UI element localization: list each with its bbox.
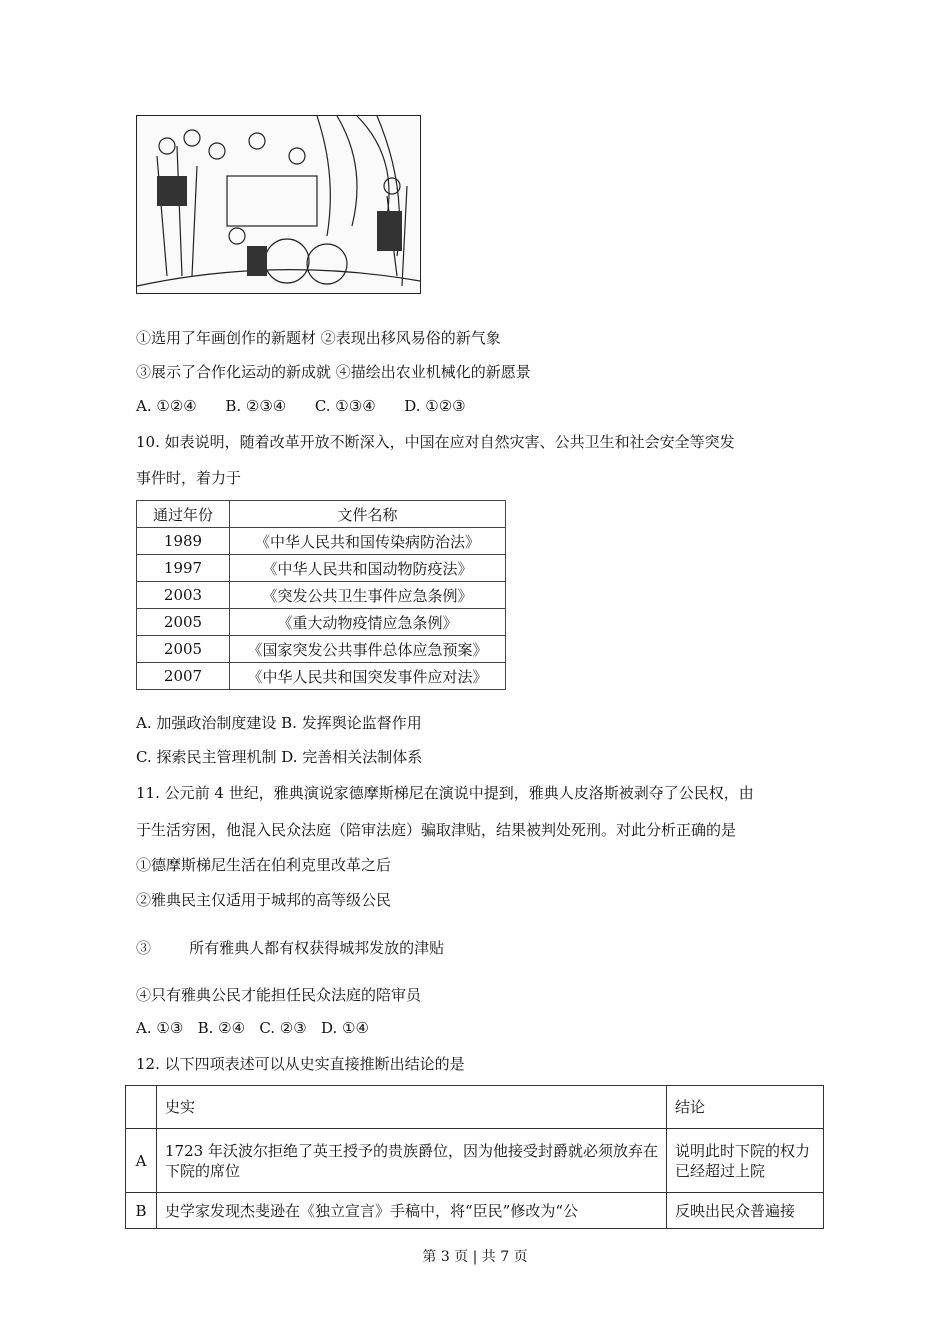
header-label	[126, 1086, 157, 1129]
table-row	[126, 1129, 824, 1193]
table-row	[137, 636, 506, 663]
year-cell: 2003	[137, 582, 230, 609]
q10-laws-table	[136, 500, 506, 690]
q11-stem-line2: 于生活穷困，他混入民众法庭（陪审法庭）骗取津贴，结果被判处死刑。对此分析正确的是	[136, 821, 737, 839]
q11-choices: A. ①③ B. ②④ C. ②③ D. ①④	[136, 1019, 369, 1037]
woodcut-illustration	[137, 116, 420, 293]
q9-option-3-4: ③展示了合作化运动的新成就 ④描绘出农业机械化的新愿景	[136, 363, 531, 381]
table-row	[126, 1193, 824, 1229]
table-header-row	[137, 501, 506, 528]
document-cell: 《中华人民共和国突发事件应对法》	[230, 663, 506, 690]
year-cell: 2005	[137, 609, 230, 636]
q11-option-4: ④只有雅典公民才能担任民众法庭的陪审员	[136, 986, 422, 1004]
table-row	[137, 582, 506, 609]
conclusion-cell: 反映出民众普遍接	[667, 1193, 824, 1229]
q9-choices: A. ①②④ B. ②③④ C. ①③④ D. ①②③	[136, 397, 466, 415]
fact-cell: 1723 年沃波尔拒绝了英王授予的贵族爵位，因为他接受封爵就必须放弃在下院的席位	[157, 1129, 667, 1193]
header-document: 文件名称	[230, 501, 506, 528]
option-label: B	[126, 1193, 157, 1229]
year-cell: 2007	[137, 663, 230, 690]
q10-stem-line1: 10. 如表说明，随着改革开放不断深入，中国在应对自然灾害、公共卫生和社会安全等突发	[136, 433, 735, 451]
q10-stem-line2: 事件时，着力于	[136, 469, 242, 487]
q10-choices-ab: A. 加强政治制度建设 B. 发挥舆论监督作用	[136, 714, 422, 732]
option-label: A	[126, 1129, 157, 1193]
table-row	[137, 528, 506, 555]
document-cell: 《中华人民共和国动物防疫法》	[230, 555, 506, 582]
illustration-farmers-machine	[136, 115, 421, 294]
conclusion-cell: 说明此时下院的权力已经超过上院	[667, 1129, 824, 1193]
fact-cell: 史学家发现杰斐逊在《独立宣言》手稿中，将“臣民”修改为“公	[157, 1193, 667, 1229]
year-cell: 2005	[137, 636, 230, 663]
document-cell: 《国家突发公共事件总体应急预案》	[230, 636, 506, 663]
header-year: 通过年份	[137, 501, 230, 528]
q11-option-1: ①德摩斯梯尼生活在伯利克里改革之后	[136, 856, 392, 874]
q11-option-3: ③ 所有雅典人都有权获得城邦发放的津贴	[136, 939, 445, 957]
year-cell: 1989	[137, 528, 230, 555]
table-row	[137, 609, 506, 636]
header-fact: 史实	[157, 1086, 667, 1129]
q10-choices-cd: C. 探索民主管理机制 D. 完善相关法制体系	[136, 748, 423, 766]
q12-table	[125, 1085, 824, 1229]
page-footer: 第 3 页 | 共 7 页	[422, 1249, 528, 1265]
q11-option-2: ②雅典民主仅适用于城邦的高等级公民	[136, 891, 392, 909]
document-cell: 《中华人民共和国传染病防治法》	[230, 528, 506, 555]
table-row	[137, 663, 506, 690]
document-cell: 《突发公共卫生事件应急条例》	[230, 582, 506, 609]
table-header-row	[126, 1086, 824, 1129]
q12-stem: 12. 以下四项表述可以从史实直接推断出结论的是	[136, 1055, 465, 1073]
q9-option-1-2: ①选用了年画创作的新题材 ②表现出移风易俗的新气象	[136, 329, 501, 347]
document-cell: 《重大动物疫情应急条例》	[230, 609, 506, 636]
header-conclusion: 结论	[667, 1086, 824, 1129]
year-cell: 1997	[137, 555, 230, 582]
table-row	[137, 555, 506, 582]
q11-stem-line1: 11. 公元前 4 世纪，雅典演说家德摩斯梯尼在演说中提到，雅典人皮洛斯被剥夺了公民权，由	[136, 784, 754, 802]
